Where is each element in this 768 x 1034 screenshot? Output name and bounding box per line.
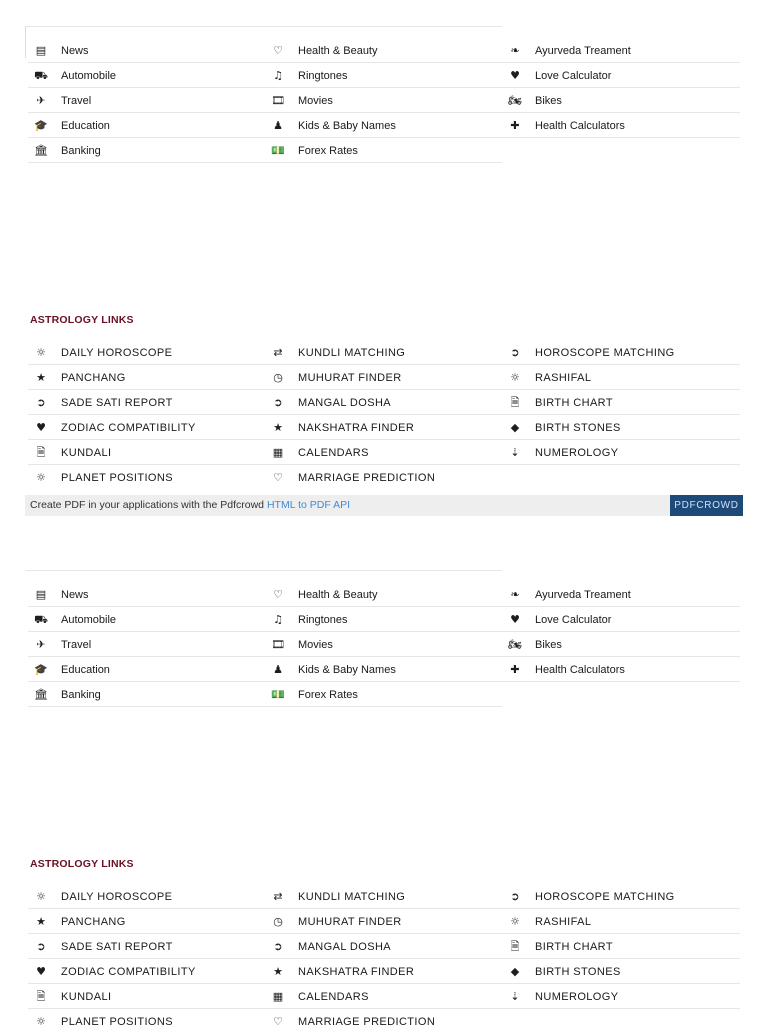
link-label: KUNDALI: [61, 991, 112, 1003]
star-icon: ★: [36, 915, 46, 928]
star-icon: ★: [36, 371, 46, 384]
link-label: Education: [61, 120, 110, 132]
link-label: Ringtones: [298, 70, 348, 82]
link-item[interactable]: [502, 340, 740, 365]
heart-icon: ♥: [510, 69, 520, 82]
arrow-circle-icon: ➲: [36, 940, 46, 953]
link-item[interactable]: [265, 38, 502, 63]
link-label: Kids & Baby Names: [298, 120, 396, 132]
link-label: Banking: [61, 145, 101, 157]
diamond-icon: ◆: [510, 965, 520, 978]
link-item[interactable]: [265, 682, 502, 707]
arrow-circle-icon: ➲: [36, 396, 46, 409]
film-icon: 🎞: [271, 638, 285, 651]
link-item[interactable]: [28, 465, 265, 490]
link-label: Ayurveda Treament: [535, 589, 631, 601]
link-item[interactable]: [28, 657, 265, 682]
film-icon: 🎞: [271, 94, 285, 107]
link-item[interactable]: [502, 63, 740, 88]
astrology-links-heading: ASTROLOGY LINKS: [30, 858, 134, 870]
pdf-footer-bar: [25, 495, 743, 516]
sun-icon: ☼: [36, 1015, 46, 1028]
link-item[interactable]: [28, 88, 265, 113]
graduation-cap-icon: 🎓: [34, 119, 48, 132]
graduation-cap-icon: 🎓: [34, 663, 48, 676]
link-column: [28, 582, 265, 707]
link-item[interactable]: [502, 38, 740, 63]
link-label: Health & Beauty: [298, 45, 378, 57]
link-label: CALENDARS: [298, 447, 369, 459]
link-label: NUMEROLOGY: [535, 991, 619, 1003]
link-label: KUNDLI MATCHING: [298, 891, 406, 903]
astrology-links-heading: ASTROLOGY LINKS: [30, 314, 134, 326]
link-column: [28, 38, 265, 163]
link-item[interactable]: [28, 884, 265, 909]
link-item[interactable]: [502, 884, 740, 909]
arrow-circle-icon: ➲: [510, 890, 520, 903]
link-item[interactable]: [265, 390, 502, 415]
file-icon: 🗎: [36, 446, 46, 459]
divider: [25, 26, 502, 27]
sun-icon: ☼: [510, 371, 520, 384]
link-item[interactable]: [502, 415, 740, 440]
link-item[interactable]: [502, 113, 740, 138]
link-item[interactable]: [28, 934, 265, 959]
sort-numeric-icon: ⇣: [510, 990, 520, 1003]
link-label: News: [61, 45, 89, 57]
link-item[interactable]: [265, 582, 502, 607]
link-label: Love Calculator: [535, 614, 612, 626]
motorcycle-icon: 🏍: [508, 638, 522, 651]
exchange-icon: ⇄: [273, 890, 283, 903]
heart-icon: ♥: [36, 965, 46, 978]
link-label: Ringtones: [298, 614, 348, 626]
link-label: BIRTH STONES: [535, 422, 621, 434]
link-label: Health & Beauty: [298, 589, 378, 601]
link-label: ZODIAC COMPATIBILITY: [61, 966, 196, 978]
clock-icon: ◷: [273, 371, 283, 384]
link-label: DAILY HOROSCOPE: [61, 347, 173, 359]
sun-icon: ☼: [36, 890, 46, 903]
newspaper-icon: ▤: [35, 588, 47, 601]
arrow-circle-icon: ➲: [273, 396, 283, 409]
link-item[interactable]: [28, 984, 265, 1009]
link-item[interactable]: [265, 63, 502, 88]
link-label: Love Calculator: [535, 70, 612, 82]
leaf-icon: ❧: [510, 44, 520, 57]
link-label: HOROSCOPE MATCHING: [535, 347, 675, 359]
link-item[interactable]: [28, 607, 265, 632]
link-label: MANGAL DOSHA: [298, 397, 392, 409]
link-item[interactable]: [28, 682, 265, 707]
link-label: PLANET POSITIONS: [61, 472, 173, 484]
music-icon: ♫: [273, 613, 283, 626]
link-label: MANGAL DOSHA: [298, 941, 392, 953]
car-icon: ⛟: [34, 613, 48, 626]
link-column: [502, 884, 740, 1009]
link-label: HOROSCOPE MATCHING: [535, 891, 675, 903]
sun-icon: ☼: [36, 346, 46, 359]
link-label: Banking: [61, 689, 101, 701]
link-item[interactable]: [265, 632, 502, 657]
link-label: BIRTH STONES: [535, 966, 621, 978]
stethoscope-icon: ♡: [273, 44, 283, 57]
link-item[interactable]: [265, 365, 502, 390]
link-label: NAKSHATRA FINDER: [298, 422, 415, 434]
link-column: [265, 884, 502, 1034]
link-item[interactable]: [502, 582, 740, 607]
bank-icon: 🏛: [34, 144, 48, 157]
link-label: Travel: [61, 639, 92, 651]
link-item[interactable]: [502, 909, 740, 934]
clock-icon: ◷: [273, 915, 283, 928]
heart-icon: ♥: [36, 421, 46, 434]
link-label: Health Calculators: [535, 120, 625, 132]
sort-numeric-icon: ⇣: [510, 446, 520, 459]
pdf-footer-caption: Create PDF in your applications with the Pdfcrowd: [30, 499, 267, 511]
arrow-circle-icon: ➲: [273, 940, 283, 953]
link-label: MUHURAT FINDER: [298, 916, 402, 928]
link-item[interactable]: [265, 340, 502, 365]
link-label: Automobile: [61, 614, 117, 626]
link-column: [28, 884, 265, 1034]
link-item[interactable]: [265, 138, 502, 163]
link-label: MUHURAT FINDER: [298, 372, 402, 384]
arrow-circle-icon: ➲: [510, 346, 520, 359]
link-item[interactable]: [265, 1009, 502, 1034]
calendar-icon: ▦: [272, 990, 284, 1003]
link-label: RASHIFAL: [535, 372, 592, 384]
link-item[interactable]: [502, 959, 740, 984]
link-label: Bikes: [535, 95, 562, 107]
link-item[interactable]: [28, 440, 265, 465]
heart-outline-icon: ♡: [273, 471, 283, 484]
pdf-footer-text: [30, 499, 350, 511]
link-label: PANCHANG: [61, 916, 126, 928]
html-to-pdf-api-link[interactable]: HTML to PDF API: [266, 499, 350, 511]
link-label: MARRIAGE PREDICTION: [298, 472, 436, 484]
link-label: KUNDLI MATCHING: [298, 347, 406, 359]
bank-icon: 🏛: [34, 688, 48, 701]
link-item[interactable]: [28, 632, 265, 657]
calendar-icon: ▦: [272, 446, 284, 459]
link-item[interactable]: [28, 63, 265, 88]
link-label: BIRTH CHART: [535, 397, 613, 409]
link-item[interactable]: [28, 582, 265, 607]
child-icon: ♟: [273, 663, 283, 676]
link-item[interactable]: [265, 607, 502, 632]
plane-icon: ✈: [36, 94, 46, 107]
link-label: RASHIFAL: [535, 916, 592, 928]
star-icon: ★: [273, 421, 283, 434]
link-label: Travel: [61, 95, 92, 107]
link-label: Ayurveda Treament: [535, 45, 631, 57]
link-item[interactable]: [265, 909, 502, 934]
link-item[interactable]: [28, 340, 265, 365]
link-label: BIRTH CHART: [535, 941, 613, 953]
link-item[interactable]: [28, 415, 265, 440]
link-item[interactable]: [265, 415, 502, 440]
stethoscope-icon: ♡: [273, 588, 283, 601]
sun-icon: ☼: [36, 471, 46, 484]
divider: [25, 570, 502, 571]
link-item[interactable]: [502, 390, 740, 415]
newspaper-icon: ▤: [35, 44, 47, 57]
heart-outline-icon: ♡: [273, 1015, 283, 1028]
link-label: SADE SATI REPORT: [61, 397, 173, 409]
diamond-icon: ◆: [510, 421, 520, 434]
link-item[interactable]: [265, 440, 502, 465]
link-item[interactable]: [265, 984, 502, 1009]
link-item[interactable]: [502, 934, 740, 959]
star-icon: ★: [273, 965, 283, 978]
car-icon: ⛟: [34, 69, 48, 82]
link-item[interactable]: [28, 390, 265, 415]
link-label: News: [61, 589, 89, 601]
medkit-icon: ✚: [510, 119, 520, 132]
link-item[interactable]: [28, 1009, 265, 1034]
link-label: Bikes: [535, 639, 562, 651]
link-label: Forex Rates: [298, 689, 358, 701]
link-label: PANCHANG: [61, 372, 126, 384]
link-item[interactable]: [28, 365, 265, 390]
link-label: Movies: [298, 639, 333, 651]
link-label: Kids & Baby Names: [298, 664, 396, 676]
link-label: NUMEROLOGY: [535, 447, 619, 459]
link-label: KUNDALI: [61, 447, 112, 459]
link-label: MARRIAGE PREDICTION: [298, 1016, 436, 1028]
link-label: Automobile: [61, 70, 117, 82]
link-item[interactable]: [265, 657, 502, 682]
link-column: [502, 582, 740, 682]
sun-icon: ☼: [510, 915, 520, 928]
link-item[interactable]: [265, 959, 502, 984]
file-icon: 🗎: [36, 990, 46, 1003]
link-label: DAILY HOROSCOPE: [61, 891, 173, 903]
link-item[interactable]: [28, 38, 265, 63]
link-column: [265, 582, 502, 707]
link-item[interactable]: [28, 909, 265, 934]
link-label: NAKSHATRA FINDER: [298, 966, 415, 978]
money-icon: 💵: [271, 144, 285, 157]
divider: [25, 26, 26, 58]
heart-icon: ♥: [510, 613, 520, 626]
link-label: Movies: [298, 95, 333, 107]
link-item[interactable]: [265, 465, 502, 490]
link-label: Health Calculators: [535, 664, 625, 676]
pdfcrowd-badge[interactable]: PDFCROWD: [670, 495, 743, 516]
link-item[interactable]: [265, 934, 502, 959]
exchange-icon: ⇄: [273, 346, 283, 359]
link-item[interactable]: [502, 607, 740, 632]
child-icon: ♟: [273, 119, 283, 132]
link-item[interactable]: [265, 113, 502, 138]
plane-icon: ✈: [36, 638, 46, 651]
link-label: Education: [61, 664, 110, 676]
link-item[interactable]: [502, 984, 740, 1009]
money-icon: 💵: [271, 688, 285, 701]
file-icon: 🗎: [510, 940, 520, 953]
link-column: [265, 38, 502, 163]
link-column: [265, 340, 502, 490]
link-label: SADE SATI REPORT: [61, 941, 173, 953]
link-item[interactable]: [28, 959, 265, 984]
motorcycle-icon: 🏍: [508, 94, 522, 107]
link-item[interactable]: [28, 113, 265, 138]
link-item[interactable]: [265, 884, 502, 909]
link-column: [502, 340, 740, 465]
link-label: CALENDARS: [298, 991, 369, 1003]
link-item[interactable]: [502, 657, 740, 682]
music-icon: ♫: [273, 69, 283, 82]
file-icon: 🗎: [510, 396, 520, 409]
leaf-icon: ❧: [510, 588, 520, 601]
link-item[interactable]: [502, 88, 740, 113]
link-label: ZODIAC COMPATIBILITY: [61, 422, 196, 434]
link-item[interactable]: [502, 365, 740, 390]
link-item[interactable]: [502, 632, 740, 657]
link-item[interactable]: [28, 138, 265, 163]
medkit-icon: ✚: [510, 663, 520, 676]
link-column: [28, 340, 265, 490]
link-label: PLANET POSITIONS: [61, 1016, 173, 1028]
link-label: Forex Rates: [298, 145, 358, 157]
link-item[interactable]: [502, 440, 740, 465]
link-item[interactable]: [265, 88, 502, 113]
link-column: [502, 38, 740, 138]
